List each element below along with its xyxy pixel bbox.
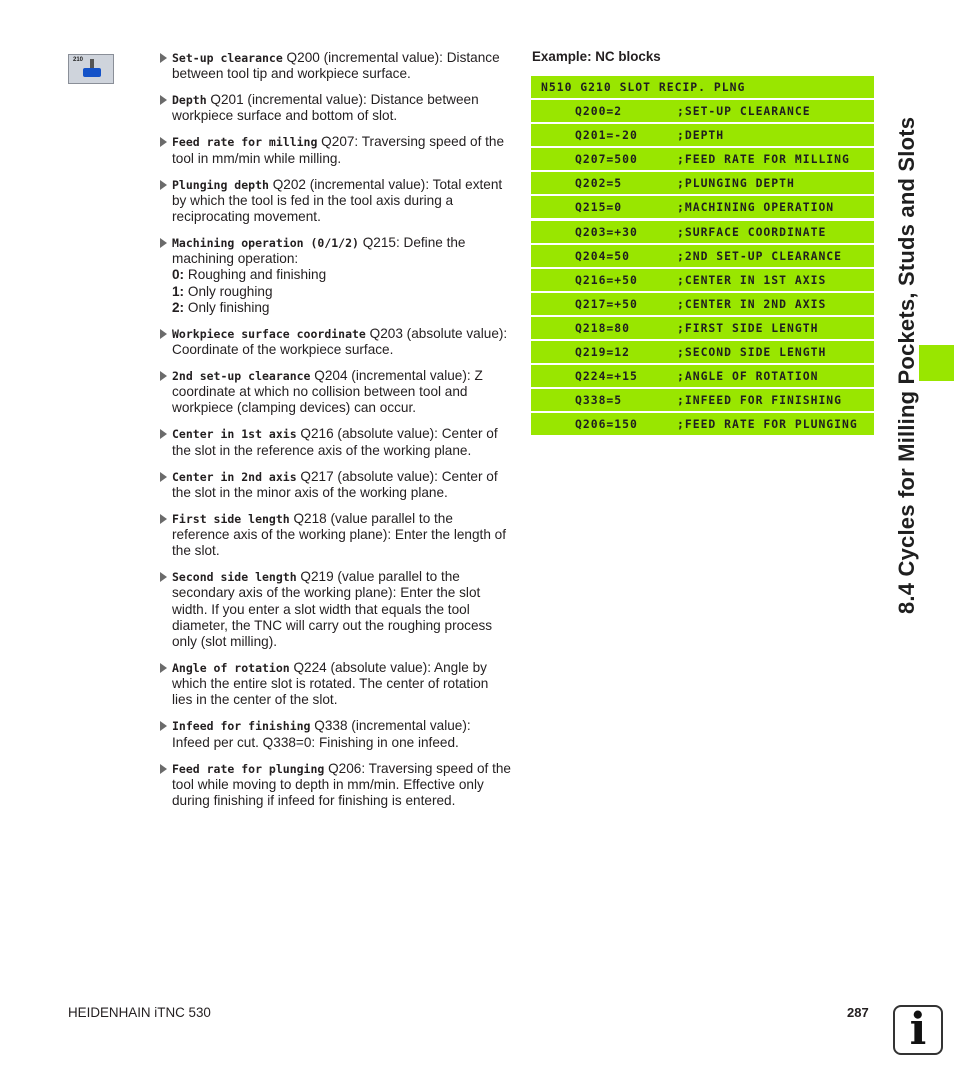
- parameter-item: [160, 718, 512, 750]
- parameter-keyword: Center in 2nd axis: [172, 469, 297, 484]
- nc-block-row: [531, 124, 874, 146]
- parameter-description: Q217 (absolute value): Center of the slot in the minor axis of the working plane.: [172, 468, 498, 500]
- bullet-arrow-icon: [160, 371, 167, 381]
- bullet-arrow-icon: [160, 663, 167, 673]
- nc-parameter-comment: ;DEPTH: [677, 128, 725, 143]
- nc-parameter-value: Q207=500: [575, 152, 638, 167]
- parameter-option: [172, 267, 512, 283]
- parameter-option: [172, 300, 512, 316]
- bullet-arrow-icon: [160, 572, 167, 582]
- parameter-description: Q338 (incremental value): Infeed per cut. Q338=0: Finishing in one infeed.: [172, 718, 471, 750]
- option-key: 1:: [172, 283, 185, 299]
- parameter-description: Q219 (value parallel to the secondary axis of the working plane): Enter the slot width. If you enter a slot width that equals the tool diameter, the TNC will carry out the roughing process only (slot milling).: [172, 569, 493, 650]
- parameter-item: [160, 134, 512, 166]
- parameter-item: [160, 761, 512, 810]
- chapter-side-title: 8.4 Cycles for Milling Pockets, Studs and Slots: [894, 116, 919, 614]
- bullet-arrow-icon: [160, 721, 167, 731]
- nc-parameter-value: Q217=+50: [575, 296, 638, 311]
- bullet-arrow-icon: [160, 329, 167, 339]
- parameter-keyword: Center in 1st axis: [172, 427, 297, 442]
- parameter-item: [160, 469, 512, 501]
- parameter-item: [160, 511, 512, 560]
- bullet-arrow-icon: [160, 238, 167, 248]
- parameter-description: Q206: Traversing speed of the tool while moving to depth in mm/min. Effective only during finishing if infeed for finishing is entered.: [172, 760, 511, 809]
- parameter-description: Q203 (absolute value): Coordinate of the workpiece surface.: [172, 325, 508, 358]
- parameter-list: [160, 50, 512, 819]
- nc-block-row: [531, 317, 874, 339]
- nc-parameter-value: Q219=12: [575, 345, 631, 360]
- parameter-description: Q207: Traversing speed of the tool in mm/min while milling.: [172, 134, 505, 166]
- parameter-item: [160, 326, 512, 358]
- nc-parameter-value: Q203=+30: [575, 224, 638, 239]
- nc-parameter-value: Q201=-20: [575, 128, 638, 143]
- parameter-item: [160, 368, 512, 417]
- parameter-description: Q201 (incremental value): Distance between workpiece surface and bottom of slot.: [172, 92, 479, 124]
- nc-parameter-comment: ;CENTER IN 2ND AXIS: [677, 296, 827, 311]
- parameter-keyword: Feed rate for milling: [172, 135, 318, 150]
- parameter-keyword: First side length: [172, 511, 290, 526]
- parameter-keyword: Feed rate for plunging: [172, 761, 325, 776]
- nc-block-row: [531, 269, 874, 291]
- nc-parameter-comment: ;CENTER IN 1ST AXIS: [677, 272, 827, 287]
- chapter-tab-marker: [919, 345, 954, 381]
- parameter-description: Q200 (incremental value): Distance between tool tip and workpiece surface.: [172, 50, 500, 82]
- parameter-item: [160, 50, 512, 82]
- parameter-description: Q215: Define the machining operation:: [172, 235, 466, 267]
- nc-block-row: [531, 293, 874, 315]
- nc-parameter-comment: ;FIRST SIDE LENGTH: [677, 320, 819, 335]
- nc-block-row: [531, 172, 874, 194]
- parameter-description: Q204 (incremental value): Z coordinate at which no collision between tool and workpiece (clamping devices) can occur.: [172, 368, 483, 416]
- parameter-keyword: Angle of rotation: [172, 661, 290, 676]
- nc-block-row: [531, 196, 874, 218]
- nc-parameter-value: Q216=+50: [575, 272, 638, 287]
- option-text: Roughing and finishing: [184, 267, 327, 283]
- parameter-description: Q218 (value parallel to the reference axis of the working plane): Enter the length of the slot.: [172, 510, 506, 559]
- parameter-item: [160, 660, 512, 709]
- bullet-arrow-icon: [160, 764, 167, 774]
- nc-parameter-value: Q215=0: [575, 200, 623, 215]
- parameter-keyword: Set-up clearance: [172, 51, 283, 65]
- option-text: Only finishing: [184, 299, 270, 315]
- parameter-item: [160, 92, 512, 124]
- parameter-keyword: Workpiece surface coordinate: [172, 326, 366, 341]
- nc-block-list: [531, 76, 874, 437]
- nc-parameter-comment: ;FEED RATE FOR MILLING: [677, 152, 850, 167]
- nc-parameter-comment: ;2ND SET-UP CLEARANCE: [677, 248, 843, 263]
- info-icon: i: [893, 1005, 943, 1055]
- page-number: 287: [847, 1005, 869, 1020]
- parameter-description: Q202 (incremental value): Total extent by which the tool is fed in the tool axis during a reciprocating movement.: [172, 176, 503, 225]
- bullet-arrow-icon: [160, 95, 167, 105]
- nc-parameter-value: Q204=50: [575, 248, 631, 263]
- nc-parameter-comment: ;SECOND SIDE LENGTH: [677, 345, 827, 360]
- nc-block-header: [531, 76, 874, 98]
- nc-parameter-comment: ;ANGLE OF ROTATION: [677, 369, 819, 384]
- bullet-arrow-icon: [160, 514, 167, 524]
- parameter-item: [160, 569, 512, 650]
- parameter-item: [160, 177, 512, 226]
- parameter-item: [160, 235, 512, 316]
- nc-parameter-value: Q218=80: [575, 320, 631, 335]
- option-text: Only roughing: [184, 283, 273, 299]
- bullet-arrow-icon: [160, 53, 167, 63]
- parameter-keyword: Depth: [172, 93, 207, 108]
- parameter-description: Q216 (absolute value): Center of the slot in the reference axis of the working plane.: [172, 426, 498, 458]
- nc-parameter-comment: ;SET-UP CLEARANCE: [677, 104, 811, 119]
- cycle-number-label: 210: [73, 57, 84, 63]
- nc-block-row: [531, 221, 874, 243]
- nc-block-row: [531, 365, 874, 387]
- parameter-keyword: Plunging depth: [172, 177, 269, 192]
- nc-block-header-text: N510 G210 SLOT RECIP. PLNG: [541, 80, 746, 94]
- nc-block-row: [531, 100, 874, 122]
- bullet-arrow-icon: [160, 472, 167, 482]
- nc-block-row: [531, 245, 874, 267]
- footer-manual-title: HEIDENHAIN iTNC 530: [68, 1005, 211, 1020]
- nc-block-row: [531, 389, 874, 411]
- bullet-arrow-icon: [160, 137, 167, 147]
- nc-parameter-comment: ;INFEED FOR FINISHING: [677, 393, 843, 408]
- nc-block-row: [531, 341, 874, 363]
- nc-parameter-comment: ;SURFACE COORDINATE: [677, 224, 827, 239]
- parameter-option: [172, 284, 512, 300]
- parameter-keyword: Infeed for finishing: [172, 719, 311, 734]
- nc-block-row: [531, 413, 874, 435]
- parameter-keyword: Machining operation (0/1/2): [172, 236, 359, 251]
- option-key: 2:: [172, 299, 185, 315]
- bullet-arrow-icon: [160, 429, 167, 439]
- nc-parameter-value: Q338=5: [575, 393, 623, 408]
- nc-parameter-value: Q206=150: [575, 417, 638, 432]
- nc-parameter-comment: ;FEED RATE FOR PLUNGING: [677, 417, 858, 432]
- nc-block-row: [531, 148, 874, 170]
- nc-parameter-value: Q224=+15: [575, 369, 638, 384]
- parameter-keyword: Second side length: [172, 570, 297, 585]
- nc-parameter-value: Q200=2: [575, 104, 623, 119]
- nc-parameter-comment: ;PLUNGING DEPTH: [677, 176, 795, 191]
- tool-graphic: [90, 59, 94, 68]
- bullet-arrow-icon: [160, 180, 167, 190]
- option-key: 0:: [172, 267, 185, 283]
- parameter-keyword: 2nd set-up clearance: [172, 369, 311, 384]
- slot-graphic: [83, 68, 101, 77]
- cycle-210-help-graphic: [68, 54, 114, 84]
- nc-parameter-comment: ;MACHINING OPERATION: [677, 200, 835, 215]
- nc-parameter-value: Q202=5: [575, 176, 623, 191]
- parameter-item: [160, 426, 512, 458]
- example-title: Example: NC blocks: [532, 49, 661, 64]
- parameter-description: Q224 (absolute value): Angle by which the entire slot is rotated. The center of rotation lies in the center of the slot.: [172, 660, 489, 708]
